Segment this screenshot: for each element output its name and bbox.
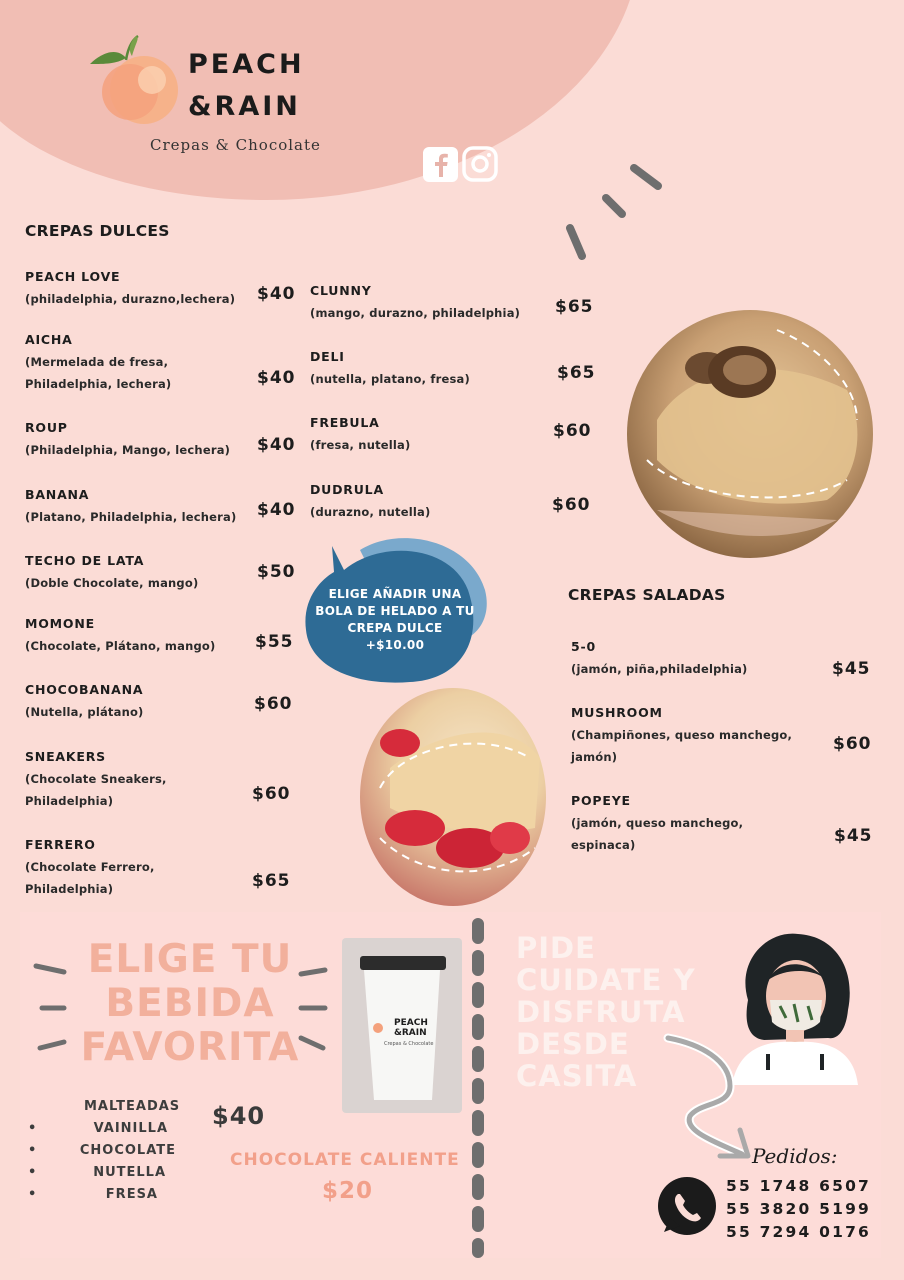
menu-item (25, 484, 236, 528)
list-item: • NUTELLA (28, 1162, 178, 1184)
decorative-dashes (560, 160, 670, 270)
helado-line: CREPA DULCE (347, 621, 443, 635)
chocolate-caliente-label: CHOCOLATE CALIENTE (230, 1150, 460, 1170)
item-name: DUDRULA (310, 482, 384, 497)
coffee-cup-photo (342, 938, 462, 1113)
item-desc: (nutella, platano, fresa) (310, 372, 470, 386)
item-name: 5-0 (571, 639, 596, 654)
item-desc: Philadelphia) (25, 794, 114, 808)
flavor-label: CHOCOLATE (79, 1143, 176, 1158)
item-name: AICHA (25, 332, 73, 347)
item-price: $40 (257, 368, 296, 388)
helado-price: +$10.00 (365, 638, 425, 652)
item-desc: (fresa, nutella) (310, 438, 411, 452)
flavor-list (28, 1118, 178, 1206)
item-price: $60 (552, 495, 591, 515)
menu-item (310, 346, 470, 390)
brand-name-line2: &RAIN (188, 91, 301, 122)
pedidos-label: Pedidos: (752, 1144, 838, 1168)
helado-line: ELIGE AÑADIR UNA (328, 587, 462, 601)
item-name: ROUP (25, 420, 68, 435)
drinks-title-line: FAVORITA (80, 1025, 300, 1070)
vertical-divider (468, 918, 488, 1258)
item-name: TECHO DE LATA (25, 553, 145, 568)
menu-item (25, 834, 155, 900)
item-name: CLUNNY (310, 283, 372, 298)
list-item: • FRESA (28, 1184, 178, 1206)
whatsapp-icon[interactable] (656, 1176, 718, 1240)
section-title-crepas-dulces: CREPAS DULCES (25, 222, 170, 240)
pide-line: PIDE (516, 931, 596, 965)
decorative-dashes-left (30, 960, 80, 1060)
list-item: • CHOCOLATE (28, 1140, 178, 1162)
item-desc: jamón) (571, 750, 618, 764)
peach-logo-icon (86, 34, 186, 126)
item-desc: (philadelphia, durazno,lechera) (25, 292, 236, 306)
malteadas-label: MALTEADAS (84, 1099, 181, 1114)
chocolate-caliente-price: $20 (322, 1178, 374, 1204)
crepe-photo-strawberry (360, 688, 546, 906)
menu-item (25, 329, 171, 395)
decorative-dashes-right (295, 960, 335, 1060)
item-desc: (Chocolate Sneakers, (25, 772, 167, 786)
item-price: $55 (255, 632, 294, 652)
menu-item (571, 636, 748, 680)
menu-item (310, 280, 520, 324)
menu-item (25, 417, 230, 461)
cup-brand-line: PEACH (394, 1018, 428, 1028)
item-desc: Philadelphia) (25, 882, 114, 896)
item-price: $60 (833, 734, 872, 754)
item-desc: (jamón, queso manchego, (571, 816, 744, 830)
drinks-title (80, 938, 300, 1070)
item-price: $50 (257, 562, 296, 582)
menu-item (310, 479, 430, 523)
menu-item (571, 702, 792, 768)
item-desc: (durazno, nutella) (310, 505, 431, 519)
facebook-icon[interactable] (423, 147, 458, 182)
phone-number[interactable]: 55 3820 5199 (726, 1200, 872, 1218)
item-price: $40 (257, 284, 296, 304)
menu-item (25, 613, 215, 657)
item-name: FERRERO (25, 837, 96, 852)
item-name: FREBULA (310, 415, 380, 430)
item-desc: (Mermelada de fresa, (25, 355, 169, 369)
menu-item (571, 790, 743, 856)
item-price: $40 (257, 435, 296, 455)
item-price: $65 (555, 297, 594, 317)
menu-item (25, 679, 144, 723)
list-item: • VAINILLA (28, 1118, 178, 1140)
item-desc: (Chocolate Ferrero, (25, 860, 155, 874)
item-desc: (jamón, piña,philadelphia) (571, 662, 748, 676)
item-price: $60 (254, 694, 293, 714)
item-price: $65 (557, 363, 596, 383)
drinks-title-line: BEBIDA (105, 981, 275, 1026)
drinks-title-line: ELIGE TU (87, 937, 293, 982)
cup-brand (394, 1018, 428, 1038)
phone-number[interactable]: 55 1748 6507 (726, 1177, 872, 1195)
cup-brand-line: &RAIN (394, 1028, 427, 1038)
item-price: $60 (252, 784, 291, 804)
item-desc: (Nutella, plátano) (25, 705, 144, 719)
helado-promo-text (310, 586, 480, 654)
item-name: BANANA (25, 487, 90, 502)
item-name: DELI (310, 349, 345, 364)
pide-line: CUIDATE Y (516, 963, 696, 997)
item-desc: (Philadelphia, Mango, lechera) (25, 443, 231, 457)
item-desc: (Doble Chocolate, mango) (25, 576, 199, 590)
section-title-crepas-saladas: CREPAS SALADAS (568, 586, 726, 604)
item-name: PEACH LOVE (25, 269, 121, 284)
item-price: $40 (257, 500, 296, 520)
flavor-label: VAINILLA (93, 1121, 168, 1136)
brand-tagline: Crepas & Chocolate (150, 136, 321, 154)
item-name: POPEYE (571, 793, 631, 808)
menu-item (25, 266, 235, 310)
item-desc: (mango, durazno, philadelphia) (310, 306, 521, 320)
phone-list (726, 1175, 871, 1244)
menu-item (310, 412, 410, 456)
pide-line: DISFRUTA (516, 995, 686, 1029)
item-desc: (Chocolate, Plátano, mango) (25, 639, 216, 653)
item-price: $60 (553, 421, 592, 441)
phone-number[interactable]: 55 7294 0176 (726, 1223, 872, 1241)
helado-line: BOLA DE HELADO A TU (315, 604, 475, 618)
crepe-photo-mushroom (627, 310, 873, 558)
item-desc: (Platano, Philadelphia, lechera) (25, 510, 237, 524)
item-price: $45 (834, 826, 873, 846)
item-desc: (Champiñones, queso manchego, (571, 728, 793, 742)
item-desc: Philadelphia, lechera) (25, 377, 172, 391)
brand-name-line1: PEACH (188, 49, 305, 80)
item-name: SNEAKERS (25, 749, 106, 764)
item-name: MUSHROOM (571, 705, 663, 720)
flavor-label: FRESA (105, 1187, 158, 1202)
item-price: $45 (832, 659, 871, 679)
pide-line: DESDE (516, 1027, 630, 1061)
item-price: $65 (252, 871, 291, 891)
item-name: CHOCOBANANA (25, 682, 144, 697)
instagram-icon[interactable] (462, 146, 498, 182)
cup-tagline: Crepas & Chocolate (384, 1041, 434, 1047)
menu-item (25, 550, 198, 594)
item-name: MOMONE (25, 616, 95, 631)
malteadas-price: $40 (212, 1102, 266, 1130)
menu-item (25, 746, 167, 812)
flavor-label: NUTELLA (93, 1165, 166, 1180)
item-desc: espinaca) (571, 838, 636, 852)
pide-line: CASITA (516, 1059, 638, 1093)
